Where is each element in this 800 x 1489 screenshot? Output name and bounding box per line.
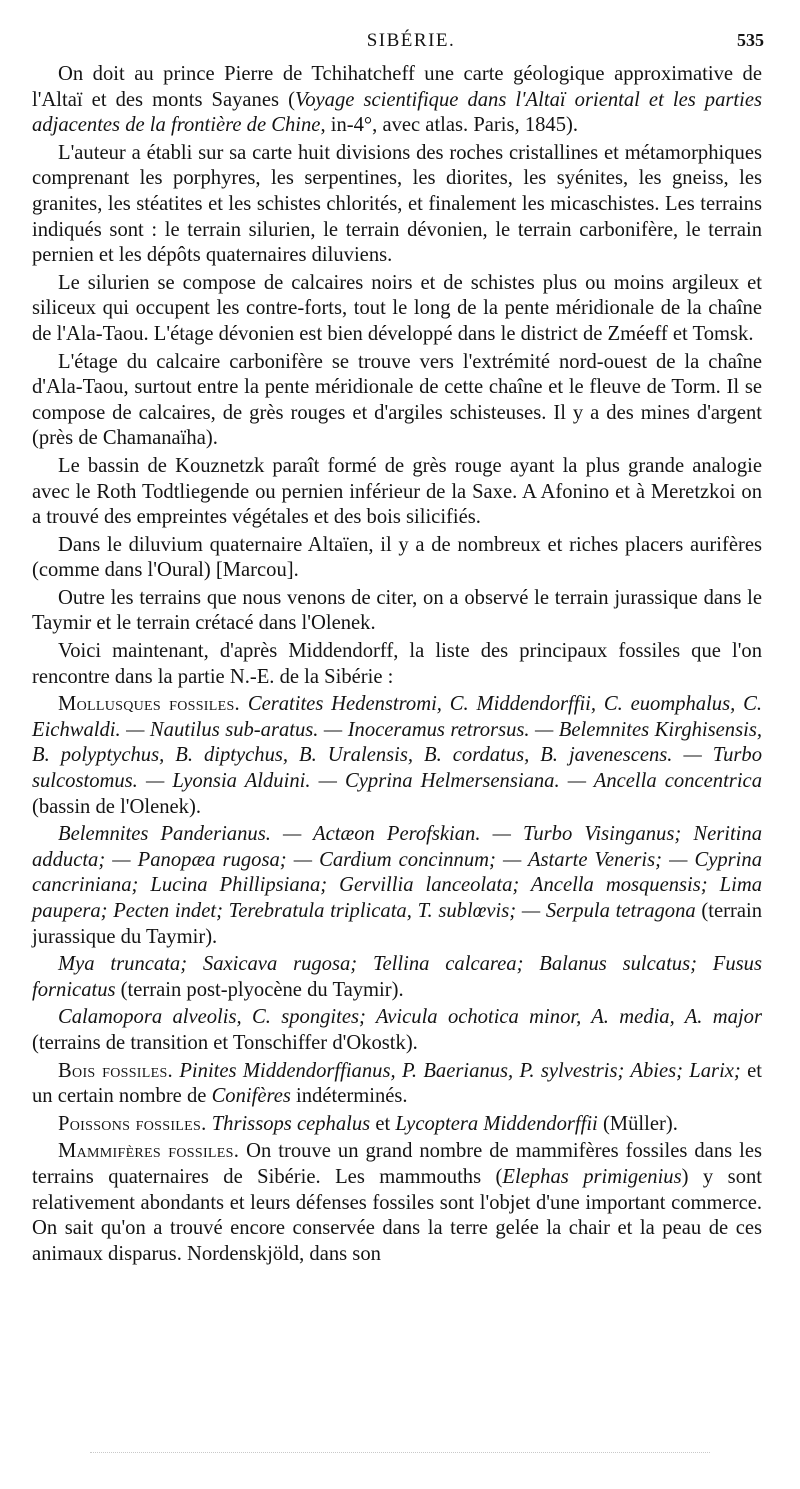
paragraph xyxy=(32,350,762,452)
text-run: L'auteur a établi sur sa carte huit divisions des roches cristallines et métamorphiques comprenant les porphyres, les serpentines, les diorites, les syénites, les gneiss, les granites, les stéatites et les schistes chlorités, et finalement les micaschistes. Les terrains indiqués sont : le terrain silurien, le terrain dévonien, le terrain carbonifère, le terrain pernien et les dépôts quaternaires diluviens. xyxy=(32,141,762,267)
text-run: On doit au prince Pierre de Tchihatcheff une carte géologique approximative de l'Altaï et des monts Sayanes ( xyxy=(32,63,762,111)
text-run: Dans le diluvium quaternaire Altaïen, il y a de nombreux et riches placers aurifères (comme dans l'Oural) [Marcou]. xyxy=(32,533,762,582)
section-label: Mammifères fossiles. xyxy=(58,1140,240,1163)
section-label: Mollusques fossiles. xyxy=(58,693,240,716)
italic-run: Elephas primigenius xyxy=(502,1165,682,1188)
text-run: et un certain nombre de xyxy=(32,1059,762,1108)
italic-run: Mya truncata; Saxicava rugosa; Tellina calcarea; Balanus sulcatus; Fusus fornicatus xyxy=(32,953,762,1001)
text-run: Le silurien se compose de calcaires noirs et de schistes plus ou moins argileux et siliceux qui occupent les contre-forts, tout le long de la pente méridionale de la chaîne de l'Ala-Taou. L'étage dévonien est bien développé dans le district de Zméeff et Tomsk. xyxy=(32,271,762,345)
paragraph xyxy=(32,62,762,139)
text-run: Le bassin de Kouznetzk paraît formé de grès rouge ayant la plus grande analogie avec le Roth Todtliegende ou pernien inférieur de la Saxe. A Afonino et à Meretzkoi on a trouvé des empreintes végétales et des bois silicifiés. xyxy=(32,454,762,529)
paragraph xyxy=(32,1112,762,1138)
paragraph xyxy=(32,454,762,531)
text-run: indéterminés. xyxy=(290,1085,408,1108)
text-run: et xyxy=(370,1112,396,1135)
text-run: (terrains de transition et Tonschiffer d'Okostk). xyxy=(32,1031,418,1054)
text-run: On trouve un grand nombre de mammifères fossiles dans les terrains quaternaires de Sibérie. Les mammouths ( xyxy=(32,1140,762,1188)
paragraph xyxy=(32,952,762,1003)
paragraph xyxy=(32,1059,762,1110)
section-label: Poissons fossiles. xyxy=(58,1112,207,1135)
page-number: 535 xyxy=(737,30,764,50)
running-title: SIBÉRIE. xyxy=(366,30,456,51)
text-run: (terrain post-plyocène du Taymir). xyxy=(115,978,404,1001)
running-head xyxy=(58,30,764,58)
text-run xyxy=(240,693,248,715)
paragraph xyxy=(32,822,762,950)
italic-run: Pinites Middendorffianus, P. Baerianus, P. sylvestris; Abies; Larix; xyxy=(179,1059,741,1082)
paragraph xyxy=(32,639,762,690)
footer-rule xyxy=(90,1452,710,1453)
text-run: ) y sont relativement abondants et leurs défenses fossiles sont l'objet d'une important commerce. On sait qu'on a trouvé encore conservée dans la terre gelée la chair et la peau de ces animaux disparus. Nordenskjöld, dans son xyxy=(32,1165,763,1265)
italic-run: Ceratites Hedenstromi, C. Middendorffii, C. euomphalus, C. Eichwaldi. — Nautilus sub-aratus. — Inoceramus retrorsus. — Belemnites Kirghisensis, B. polyptychus, B. diptychus, B. Uralensis, B. cordatus, B. javenescens. — Turbo sulcostomus. — Lyonsia Alduini. — Cyprina Helmersensiana. — Ancella concentrica xyxy=(32,693,762,793)
paragraph xyxy=(32,141,762,269)
text-run: (bassin de l'Olenek). xyxy=(32,795,201,818)
text-run: L'étage du calcaire carbonifère se trouve vers l'extrémité nord-ouest de la chaîne d'Ala-Taou, surtout entre la pente méridionale de cette chaîne et le fleuve de Torm. Il se compose de calcaires, de grès rouges et d'argiles schisteuses. Il y a des mines d'argent (près de Chamanaïha). xyxy=(32,350,762,450)
text-run: (Müller). xyxy=(597,1112,678,1135)
italic-run: Conifères xyxy=(211,1085,291,1108)
paragraph xyxy=(32,271,762,348)
paragraph xyxy=(32,533,762,584)
paragraph xyxy=(32,1139,762,1267)
text-run: Voici maintenant, d'après Middendorff, la liste des principaux fossiles que l'on rencontre dans la partie N.-E. de la Sibérie : xyxy=(32,640,762,688)
paragraph xyxy=(32,1005,762,1056)
italic-run: Thrissops cephalus xyxy=(211,1112,371,1135)
paragraph xyxy=(32,692,762,820)
italic-run: Lycoptera Middendorffii xyxy=(395,1112,598,1135)
body-text xyxy=(32,62,762,1269)
paragraph xyxy=(32,586,762,637)
italic-run: Voyage scientifique dans l'Altaï oriental et les parties adjacentes de la frontière de Chine xyxy=(32,88,763,137)
text-run: (terrain jurassique du Taymir). xyxy=(32,900,762,948)
italic-run: Calamopora alveolis, C. spongites; Avicula ochotica minor, A. media, A. major xyxy=(58,1006,762,1029)
text-run: Outre les terrains que nous venons de citer, on a observé le terrain jurassique dans le Taymir et le terrain crétacé dans l'Olenek. xyxy=(32,586,762,635)
section-label: Bois fossiles. xyxy=(58,1059,173,1082)
italic-run: Belemnites Panderianus. — Actæon Perofskian. — Turbo Visinganus; Neritina adducta; — Panopæa rugosa; — Cardium concinnum; — Astarte Veneris; — Cyprina cancriniana; Lucina Phillipsiana; Gervillia lanceolata; Ancella mosquensis; Lima paupera; Pecten indet; Terebratula triplicata, T. sublœvis; — Serpula tetragona xyxy=(32,823,762,922)
text-run: , in-4°, avec atlas. Paris, 1845). xyxy=(320,114,579,137)
